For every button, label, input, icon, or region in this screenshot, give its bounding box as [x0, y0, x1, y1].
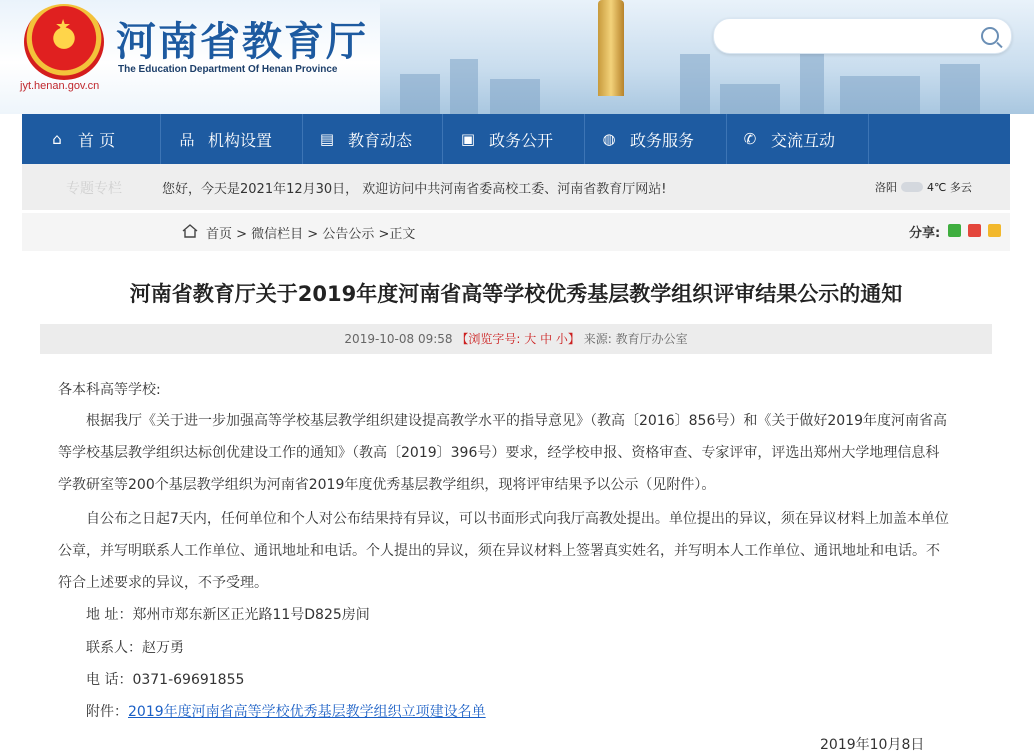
contact-address: 地 址：郑州市郑东新区正光路11号D825房间: [86, 607, 370, 623]
org-chart-icon: 品: [179, 130, 195, 149]
weather-widget: [875, 179, 972, 195]
home-icon: ⌂: [52, 130, 62, 148]
news-icon: ▤: [319, 130, 335, 148]
nav-item-government-affairs[interactable]: ▣ 政务公开: [460, 130, 554, 150]
site-subtitle: The Education Department Of Henan Province: [118, 64, 338, 75]
nav-item-education-news[interactable]: ▤ 教育动态: [319, 130, 413, 150]
document-icon: ▣: [460, 130, 476, 148]
paragraph-1-line-3: 学教研室等200个基层教学组织为河南省2019年度优秀基层教学组织，现将评审结果予以公示（见附件）。: [58, 477, 716, 493]
share-label: 分享:: [909, 226, 941, 241]
qq-share-icon[interactable]: [988, 224, 1001, 237]
search-input[interactable]: [730, 25, 974, 49]
wechat-share-icon[interactable]: [948, 224, 961, 237]
nav-item-government-services[interactable]: ◍ 政务服务: [600, 114, 694, 164]
contact-phone: 电 话：0371-69691855: [86, 672, 245, 688]
article-meta: [40, 324, 992, 354]
weather-temperature: 4℃ 多云: [927, 181, 972, 194]
font-size-selector[interactable]: 【浏览字号: 大 中 小】: [456, 332, 580, 346]
paragraph-2-line-2: 公章，并写明联系人工作单位、通讯地址和电话。个人提出的异议，须在异议材料上签署真实姓名，并写明本人工作单位、通讯地址和电话。不: [58, 543, 940, 559]
home-icon[interactable]: [182, 224, 198, 238]
publish-date: 2019-10-08 09:58: [344, 332, 453, 346]
welcome-bar: [22, 164, 1010, 210]
attachment-label: 附件：: [86, 704, 128, 720]
article-source: 来源: 教育厅办公室: [583, 332, 688, 346]
article-title: 河南省教育厅关于2019年度河南省高等学校优秀基层教学组织评审结果公示的通知: [129, 282, 903, 306]
salutation: 各本科高等学校:: [58, 382, 161, 398]
welcome-message: 您好，今天是2021年12月30日， 欢迎访问中共河南省委高校工委、河南省教育厅网站!: [162, 182, 667, 197]
breadcrumb-path[interactable]: 首页 > 微信栏目 > 公告公示 >正文: [206, 227, 416, 242]
nav-item-home[interactable]: ⌂ 首 页: [48, 114, 115, 164]
service-icon: ◍: [602, 130, 616, 148]
nav-item-interaction[interactable]: ✆ 交流互动: [741, 114, 835, 164]
site-url: jyt.henan.gov.cn: [20, 80, 100, 92]
main-nav: [22, 114, 1010, 164]
paragraph-2-line-3: 符合上述要求的异议，不予受理。: [58, 575, 268, 591]
weather-city: 洛阳: [875, 181, 897, 194]
national-emblem-logo: ★: [24, 4, 104, 80]
site-header: [0, 0, 1034, 114]
sign-date: 2019年10月8日: [820, 737, 925, 753]
site-title[interactable]: 河南省教育厅: [116, 19, 368, 65]
weibo-share-icon[interactable]: [968, 224, 981, 237]
special-topics-ghost-label[interactable]: 专题专栏: [66, 181, 122, 197]
contact-person: 联系人：赵万勇: [86, 640, 184, 656]
paragraph-2-line-1: 自公布之日起7天内，任何单位和个人对公布结果持有异议，可以书面形式向我厅高教处提出。单位提出的异议，须在异议材料上加盖本单位: [86, 511, 949, 527]
landmark-tower-image: [598, 0, 624, 96]
search-box: [713, 18, 1012, 54]
chat-icon: ✆: [743, 130, 757, 148]
cloudy-icon: [901, 182, 923, 192]
search-icon[interactable]: [981, 27, 999, 45]
breadcrumb: [22, 213, 1010, 251]
attachment-link[interactable]: 2019年度河南省高等学校优秀基层教学组织立项建设名单: [128, 704, 486, 720]
nav-item-organization[interactable]: 品 机构设置: [179, 130, 273, 150]
attachment-row: [86, 696, 976, 728]
paragraph-1-line-2: 等学校基层教学组织达标创优建设工作的通知》（教高〔2019〕396号）要求，经学校申报、资格审查、专家评审，评选出郑州大学地理信息科: [58, 445, 940, 461]
paragraph-1-line-1: 根据我厅《关于进一步加强高等学校基层教学组织建设提高教学水平的指导意见》（教高〔2016〕856号）和《关于做好2019年度河南省高: [86, 413, 947, 429]
